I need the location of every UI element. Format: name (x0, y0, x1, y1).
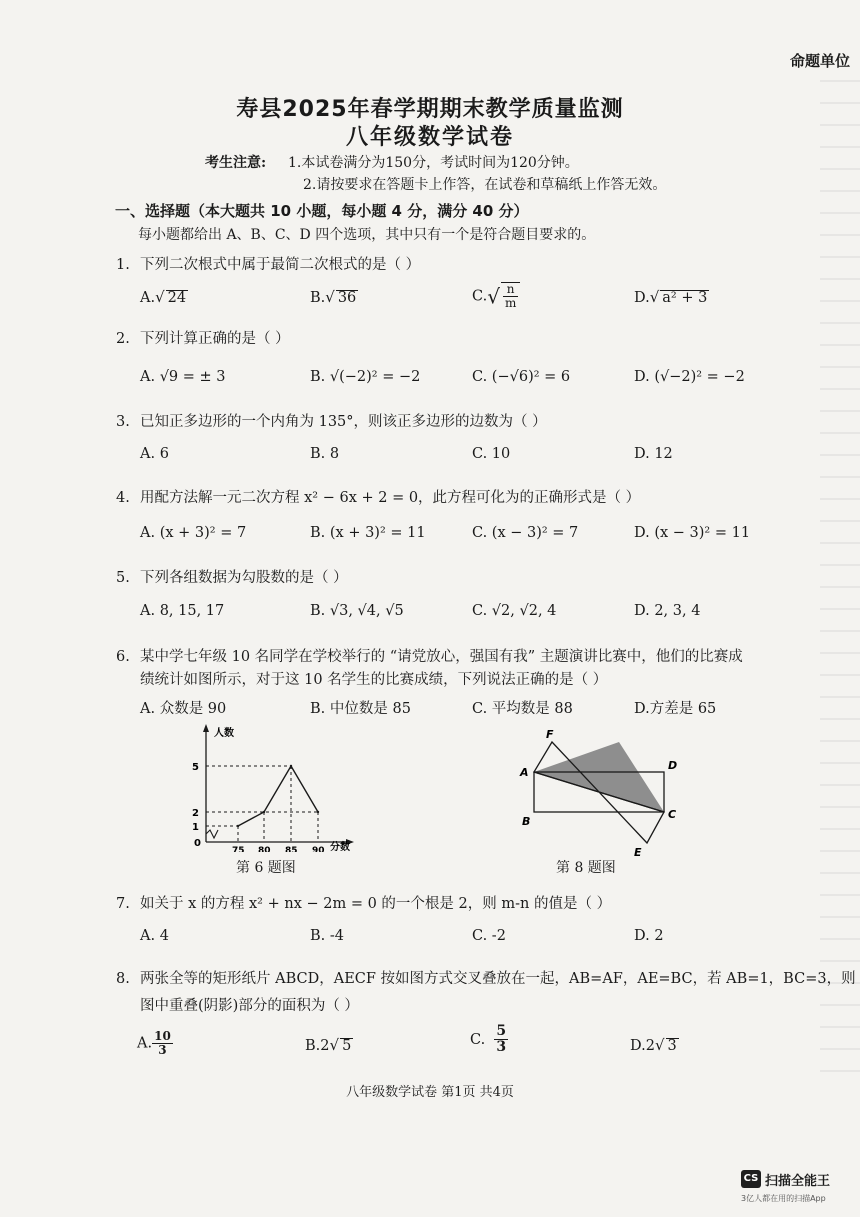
data-line-group (237, 765, 319, 827)
x-tick-label: 80 (258, 846, 271, 852)
point-label-b: B (522, 815, 531, 828)
notice-label: 考生注意: (205, 155, 267, 171)
question-8: 8. 两张全等的矩形纸片 ABCD，AECF 按如图方式交叉叠放在一起，AB=AF，AE=BC，若 AB=1，BC=3，则 (116, 971, 856, 987)
data-line (238, 766, 318, 826)
q6-option-b: B. 中位数是 85 (310, 701, 411, 717)
q8-option-c: C. $\frac{5}{3}$ (470, 1023, 507, 1056)
figure-8-caption: 第 8 题图 (556, 860, 616, 876)
data-point (237, 825, 239, 827)
point-label-f: F (546, 728, 554, 741)
data-point (263, 811, 265, 813)
q4-option-a: A. (x + 3)² = 7 (140, 525, 247, 541)
question-4: 4. 用配方法解一元二次方程 x² − 6x + 2 = 0，此方程可化为的正确形式是（ ） (116, 490, 641, 506)
data-point (317, 811, 319, 813)
q2-option-c: C. (−√6)² = 6 (472, 369, 571, 385)
exam-subtitle: 八年级数学试卷 (345, 125, 514, 150)
q3-option-d: D. 12 (634, 446, 673, 462)
q2-option-d: D. (√−2)² = −2 (634, 369, 745, 385)
point-label-a: A (520, 766, 529, 779)
scanner-app-name: 扫描全能王 (765, 1174, 831, 1189)
q6-option-c: C. 平均数是 88 (472, 701, 573, 717)
x-tick-label: 90 (312, 846, 325, 852)
section-title: 一、选择题（本大题共 10 小题，每小题 4 分，满分 40 分） (115, 202, 529, 220)
q1-option-d: D.√ a² + 3 (634, 288, 708, 306)
x-tick-label: 85 (285, 846, 298, 852)
q5-option-d: D. 2, 3, 4 (634, 603, 701, 619)
data-point (290, 765, 292, 767)
y-axis-arrow (203, 724, 209, 732)
figure-6-chart (180, 722, 360, 852)
axis-break-mark (206, 830, 218, 838)
q8-option-a: A. $\frac{10}{3}$ (137, 1029, 171, 1058)
overlap-shaded-region (534, 742, 664, 812)
section-note: 每小题都给出 A、B、C、D 四个选项，其中只有一个是符合题目要求的。 (138, 227, 596, 243)
question-text: 用配方法解一元二次方程 x² − 6x + 2 = 0，此方程可化为的正确形式是（ ） (140, 490, 641, 506)
y-tick-label: 5 (192, 762, 199, 773)
q4-option-c: C. (x − 3)² = 7 (472, 525, 579, 541)
q5-option-b: B. √3, √4, √5 (310, 603, 404, 619)
x-axis-label: 分数 (330, 842, 350, 852)
q3-option-c: C. 10 (472, 446, 511, 462)
q7-option-b: B. -4 (310, 928, 344, 944)
q5-option-a: A. 8, 15, 17 (140, 603, 225, 619)
figure-6-caption: 第 6 题图 (236, 860, 296, 876)
corner-label: 命题单位 (790, 52, 851, 70)
question-text: 两张全等的矩形纸片 ABCD，AECF 按如图方式交叉叠放在一起，AB=AF，AE=BC，若 AB=1，BC=3，则 (140, 971, 856, 987)
y-axis-label: 人数 (214, 728, 234, 739)
radicand: a² + 3 (662, 290, 708, 306)
question-7: 7. 如关于 x 的方程 x² + nx − 2m = 0 的一个根是 2，则 m-n 的值是（ ） (116, 896, 612, 912)
notice-item-1: 1.本试卷满分为150分，考试时间为120分钟。 (288, 155, 579, 171)
point-label-e: E (634, 846, 642, 859)
question-6-line2: 绩统计如图所示，对于这 10 名学生的比赛成绩，下列说法正确的是（ ） (140, 672, 608, 688)
exam-title: 寿县2025年春学期期末教学质量监测 (236, 97, 624, 122)
q6-option-d: D.方差是 65 (634, 701, 717, 717)
question-8-line2: 图中重叠(阴影)部分的面积为（ ） (140, 998, 359, 1014)
q7-option-a: A. 4 (140, 928, 169, 944)
question-text: 如关于 x 的方程 x² + nx − 2m = 0 的一个根是 2，则 m-n 的值是（ ） (140, 896, 612, 912)
tick-labels (192, 762, 325, 852)
q3-option-a: A. 6 (140, 446, 169, 462)
q4-option-b: B. (x + 3)² = 11 (310, 525, 426, 541)
question-text: 已知正多边形的一个内角为 135°，则该正多边形的边数为（ ） (140, 414, 547, 430)
q6-option-a: A. 众数是 90 (140, 701, 227, 717)
question-2: 2. 下列计算正确的是（ ） (116, 331, 290, 347)
question-5: 5. 下列各组数据为勾股数的是（ ） (116, 570, 348, 586)
point-label-d: D (668, 759, 678, 772)
origin-label: 0 (194, 838, 201, 849)
q8-option-d: D.2√ 3 (630, 1036, 677, 1054)
radicand: 36 (337, 290, 357, 306)
question-text: 某中学七年级 10 名同学在学校举行的 “请党放心，强国有我” 主题演讲比赛中，他们的比赛成 (140, 649, 743, 665)
radicand: 24 (167, 290, 187, 306)
q2-option-b: B. √(−2)² = −2 (310, 369, 421, 385)
q5-option-c: C. √2, √2, 4 (472, 603, 557, 619)
x-tick-label: 75 (232, 846, 245, 852)
page-footer: 八年级数学试卷 第1页 共4页 (346, 1085, 514, 1100)
point-label-c: C (668, 808, 677, 821)
q3-option-b: B. 8 (310, 446, 340, 462)
question-1 (116, 253, 420, 274)
q4-option-d: D. (x − 3)² = 11 (634, 525, 751, 541)
notice-item-2: 2.请按要求在答题卡上作答，在试卷和草稿纸上作答无效。 (303, 177, 667, 193)
q2-option-a: A. √9 = ± 3 (140, 369, 226, 385)
q8-option-b: B.2√ 5 (305, 1036, 352, 1054)
scanner-tagline: 3亿人都在用的扫描App (741, 1194, 826, 1203)
question-6: 6. 某中学七年级 10 名同学在学校举行的 “请党放心，强国有我” 主题演讲比赛中，他们的比赛成 (116, 649, 743, 665)
question-text: 下列各组数据为勾股数的是（ ） (140, 570, 348, 586)
figure-8-diagram (512, 725, 692, 860)
scanner-logo-icon: CS (741, 1170, 761, 1188)
q7-option-c: C. -2 (472, 928, 506, 944)
q1-option-b: B.√ 36 (310, 288, 357, 306)
question-text: 下列二次根式中属于最简二次根式的是（ ） (140, 257, 421, 273)
q1-option-a: A.√ 24 (140, 288, 187, 306)
q1-option-c: C.√ $\frac{n}{m}$ (472, 282, 520, 310)
question-text: 下列计算正确的是（ ） (140, 331, 290, 347)
question-number: 1. (116, 257, 130, 273)
guide-lines (206, 766, 318, 842)
q7-option-d: D. 2 (634, 928, 664, 944)
bleed-through-shadow (820, 80, 860, 1080)
y-tick-label: 2 (192, 808, 199, 819)
y-tick-label: 1 (192, 822, 199, 833)
question-3: 3. 已知正多边形的一个内角为 135°，则该正多边形的边数为（ ） (116, 414, 547, 430)
